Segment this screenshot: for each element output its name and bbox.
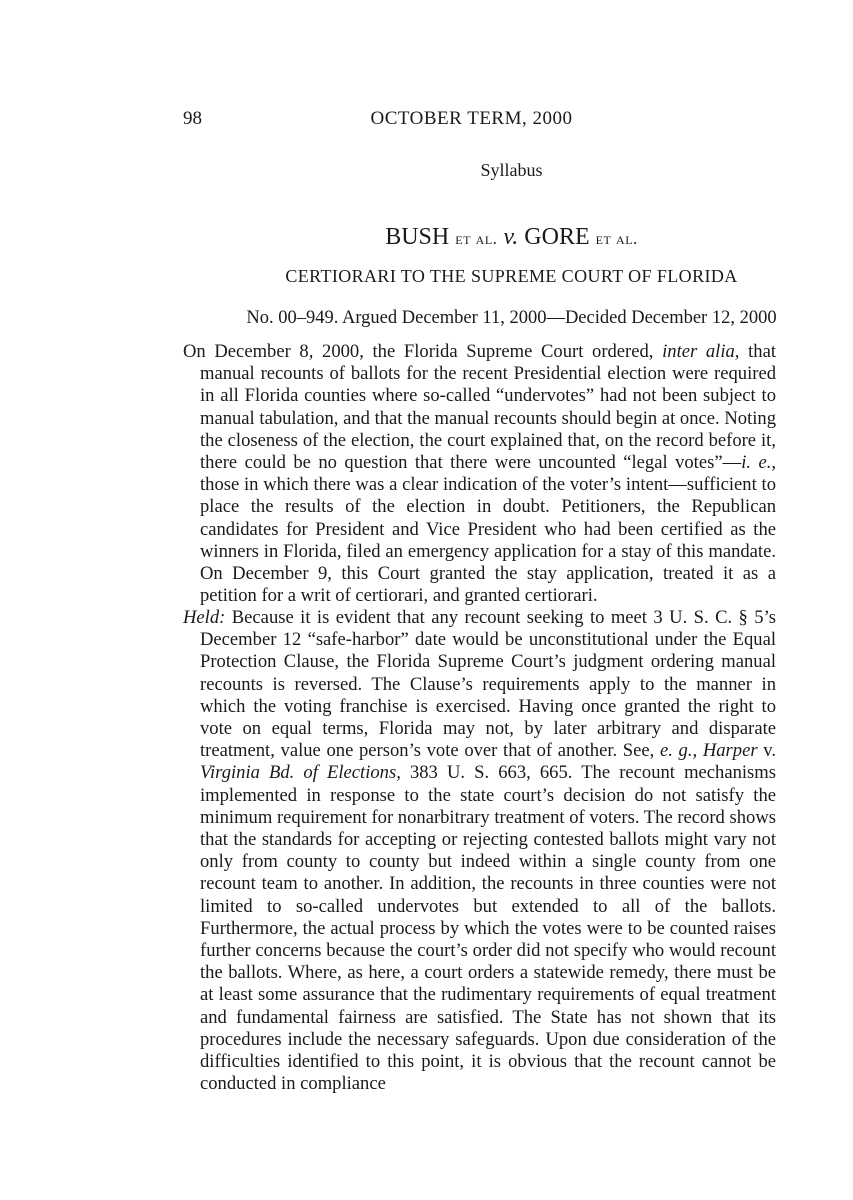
page-number: 98	[183, 108, 202, 129]
party-one: BUSH	[385, 224, 450, 250]
section-label: Syllabus	[480, 160, 543, 180]
text-run: that manual recounts of ballots for the recent Presidential election were required in all Florida counties where so-called “undervotes” had not been subject to manual tabulation, and that the manual recounts should begin at once. Noting the closeness of the election, the court explained that, on the record before it, there could be no question that there were uncounted “legal votes”—	[200, 341, 777, 474]
italic-run: Virginia Bd. of Elections,	[200, 762, 401, 784]
et-al-two: et al.	[595, 229, 638, 248]
italic-run: inter alia,	[662, 341, 740, 362]
party-two: GORE	[524, 224, 590, 250]
text-run: On December 8, 2000, the Florida Supreme Court ordered,	[183, 341, 663, 362]
text-run: v.	[757, 740, 776, 762]
syllabus-paragraph-facts	[183, 341, 777, 607]
page-header	[183, 108, 760, 134]
italic-run: i. e.,	[741, 452, 776, 474]
text-run: Because it is evident that any recount seeking to meet 3 U. S. C. § 5’s December 12 “safe-harbor” date would be unconstitutional under the Equal Protection Clause, the Florida Supreme Court’s judgment ordering manual recounts is reversed. The Clause’s requirements apply to the manner in which the voting franchise is exercised. Having once granted the right to vote on equal terms, Florida may not, by later arbitrary and disparate treatment, value one person’s vote over that of another. See,	[200, 607, 776, 762]
certiorari-line: CERTIORARI TO THE SUPREME COURT OF FLORIDA	[285, 266, 738, 286]
docket-line: No. 00–949. Argued December 11, 2000—Decided December 12, 2000	[246, 308, 777, 328]
text-run: those in which there was a clear indication of the voter’s intent—sufficient to place the results of the election in doubt. Petitioners, the Republican candidates for President and Vice President who had been certified as the winners in Florida, filed an emergency application for a stay of this mandate. On December 9, this Court granted the stay application, treated it as a petition for a writ of certiorari, and granted certiorari.	[200, 474, 776, 607]
running-head: OCTOBER TERM, 2000	[370, 108, 573, 129]
versus: v.	[503, 224, 519, 250]
et-al-one: et al.	[455, 229, 498, 248]
italic-run: e. g., Harper	[659, 740, 758, 762]
case-title	[183, 224, 840, 251]
syllabus-paragraph-held	[183, 607, 776, 1095]
held-label: Held:	[183, 607, 226, 628]
text-run: 383 U. S. 663, 665. The recount mechanisms implemented in response to the state court’s decision do not satisfy the minimum requirement for nonarbitrary treatment of voters. The record shows that the standards for accepting or rejecting contested ballots might vary not only from county to county but indeed within a single county from one recount team to another. In addition, the recounts in three counties were not limited to so-called undervotes but extended to all of the ballots. Furthermore, the actual process by which the votes were to be counted raises further concerns because the court’s order did not specify who would recount the ballots. Where, as here, a court orders a statewide remedy, there must be at least some assurance that the rudimentary requirements of equal treatment and fundamental fairness are satisfied. The State has not shown that its procedures include the necessary safeguards. Upon due consideration of the difficulties identified to this point, it is obvious that the recount cannot be conducted in compliance	[200, 762, 776, 1095]
